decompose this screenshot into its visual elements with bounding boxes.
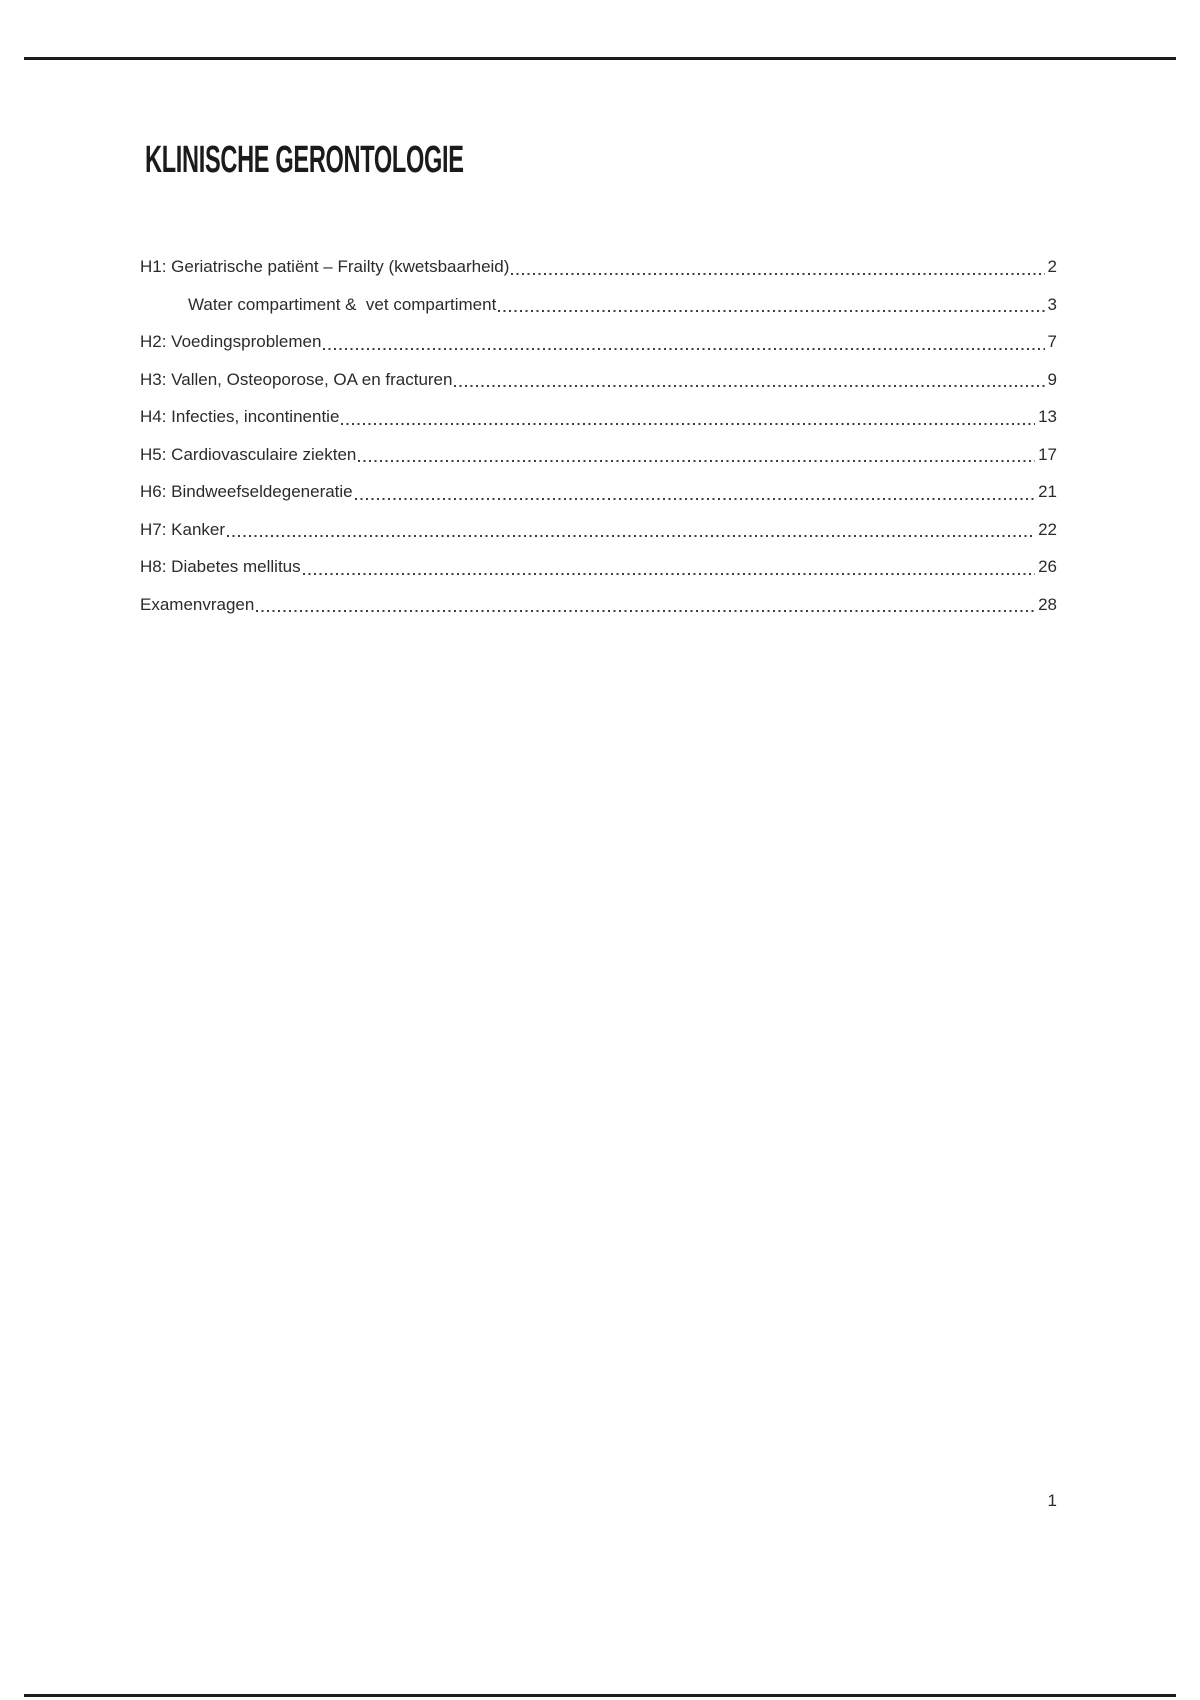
dot-leader	[323, 348, 1044, 350]
toc-entry-page-number: 17	[1038, 444, 1057, 464]
toc-entry-page-number: 22	[1038, 519, 1057, 539]
dot-leader	[341, 423, 1035, 425]
toc-entry-page-number: 9	[1047, 369, 1057, 389]
dot-leader	[303, 573, 1035, 575]
toc-entry-label: Water compartiment & vet compartiment	[188, 294, 497, 314]
toc-entry-label: H1: Geriatrische patiënt – Frailty (kwetsbaarheid)	[140, 257, 510, 276]
toc-entry-page-number: 13	[1038, 407, 1057, 426]
toc-entry-label: Examenvragen	[140, 594, 255, 614]
toc-entry-page-number: 21	[1038, 482, 1057, 501]
footer-page-number: 1	[1047, 1491, 1057, 1510]
toc-entry-page-number: 7	[1047, 332, 1057, 351]
toc-entry	[140, 473, 1057, 511]
toc-entry-label: H5: Cardiovasculaire ziekten	[140, 444, 357, 464]
toc-entry-label: H7: Kanker	[140, 519, 226, 539]
bottom-rule	[24, 1694, 1176, 1697]
dot-leader	[498, 310, 1044, 312]
dot-leader	[355, 498, 1035, 500]
page-title: KLINISCHE GERONTOLOGIE	[145, 139, 464, 181]
toc-entry-page-number: 26	[1038, 557, 1057, 576]
toc-entry	[140, 398, 1057, 436]
dot-leader	[227, 535, 1035, 537]
toc-entry-label: H2: Voedingsproblemen	[140, 332, 322, 351]
dot-leader	[511, 273, 1044, 275]
toc-entry	[140, 248, 1057, 286]
toc-entry	[140, 286, 1057, 324]
toc-entry	[140, 586, 1057, 624]
toc-entry	[140, 511, 1057, 549]
toc-entry-label: H8: Diabetes mellitus	[140, 557, 301, 576]
table-of-contents	[140, 248, 1057, 623]
dot-leader	[256, 610, 1035, 612]
toc-entry	[140, 548, 1057, 586]
toc-entry	[140, 361, 1057, 399]
toc-entry-label: H3: Vallen, Osteoporose, OA en fracturen	[140, 369, 453, 389]
top-rule	[24, 57, 1176, 60]
toc-entry-page-number: 28	[1038, 594, 1057, 614]
dot-leader	[358, 460, 1035, 462]
toc-entry	[140, 323, 1057, 361]
toc-entry-page-number: 3	[1047, 294, 1057, 314]
toc-entry-page-number: 2	[1047, 257, 1057, 276]
dot-leader	[454, 385, 1044, 387]
toc-entry-label: H4: Infecties, incontinentie	[140, 407, 340, 426]
toc-entry-label: H6: Bindweefseldegeneratie	[140, 482, 353, 501]
toc-entry	[140, 436, 1057, 474]
